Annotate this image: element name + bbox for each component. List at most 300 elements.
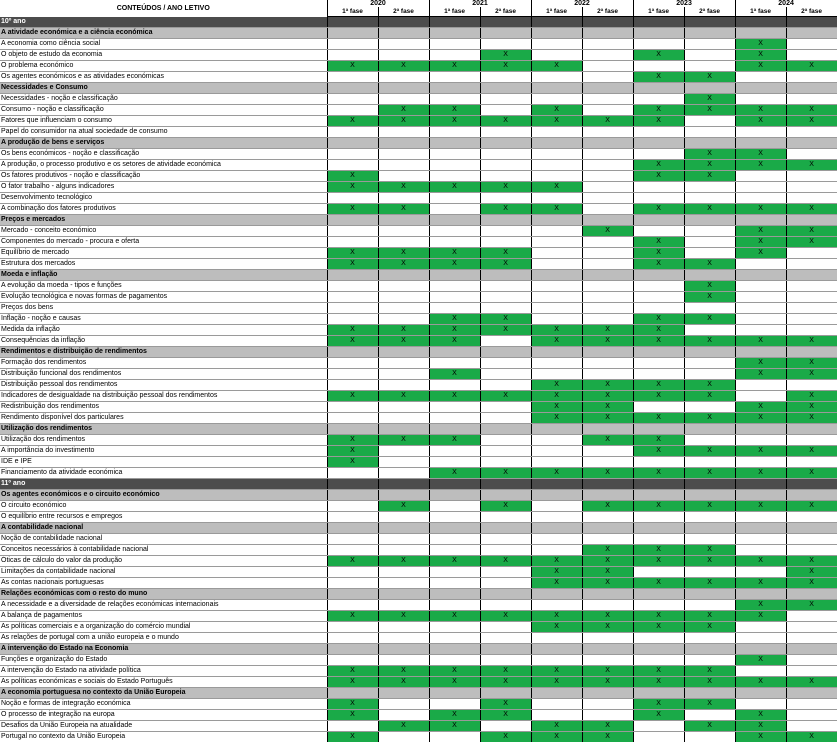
empty-cell — [429, 94, 480, 105]
empty-cell — [429, 292, 480, 303]
content-label: Mercado - conceito económico — [0, 226, 327, 237]
empty-cell — [378, 600, 429, 611]
year-header-row — [0, 0, 837, 7]
table-cell — [786, 347, 837, 358]
empty-cell — [633, 600, 684, 611]
table-cell — [327, 270, 378, 281]
empty-cell — [735, 127, 786, 138]
empty-cell — [531, 435, 582, 446]
empty-cell — [684, 248, 735, 259]
empty-cell — [327, 39, 378, 50]
mark-cell: X — [378, 248, 429, 259]
table-cell — [480, 270, 531, 281]
empty-cell — [429, 204, 480, 215]
section-label: A produção de bens e serviços — [0, 138, 327, 149]
table-row — [0, 171, 837, 182]
mark-cell: X — [582, 567, 633, 578]
table-cell — [735, 644, 786, 655]
table-cell — [378, 138, 429, 149]
table-cell — [429, 17, 480, 28]
mark-cell: X — [684, 545, 735, 556]
mark-cell: X — [786, 204, 837, 215]
table-cell — [735, 138, 786, 149]
mark-cell: X — [735, 39, 786, 50]
table-cell — [429, 688, 480, 699]
mark-cell: X — [684, 314, 735, 325]
section-row — [0, 688, 837, 699]
table-cell — [531, 424, 582, 435]
mark-cell: X — [582, 611, 633, 622]
empty-cell — [378, 633, 429, 644]
empty-cell — [429, 160, 480, 171]
empty-cell — [378, 534, 429, 545]
content-label: Utilização dos rendimentos — [0, 435, 327, 446]
table-cell — [378, 479, 429, 490]
mark-cell: X — [684, 160, 735, 171]
empty-cell — [786, 94, 837, 105]
table-cell — [480, 138, 531, 149]
empty-cell — [786, 534, 837, 545]
mark-cell: X — [786, 160, 837, 171]
section-label: A intervenção do Estado na Economia — [0, 644, 327, 655]
table-row — [0, 94, 837, 105]
empty-cell — [786, 721, 837, 732]
empty-cell — [327, 281, 378, 292]
content-label: Os bens económicos - noção e classificação — [0, 149, 327, 160]
table-cell — [327, 490, 378, 501]
table-cell — [582, 523, 633, 534]
empty-cell — [327, 622, 378, 633]
mark-cell: X — [786, 237, 837, 248]
empty-cell — [480, 193, 531, 204]
mark-cell: X — [378, 435, 429, 446]
mark-cell: X — [531, 468, 582, 479]
table-row — [0, 534, 837, 545]
section-label: Necessidades e Consumo — [0, 83, 327, 94]
mark-cell: X — [429, 468, 480, 479]
mark-cell: X — [429, 336, 480, 347]
mark-cell: X — [735, 402, 786, 413]
table-cell — [633, 347, 684, 358]
mark-cell: X — [786, 446, 837, 457]
empty-cell — [378, 732, 429, 742]
table-row — [0, 325, 837, 336]
empty-cell — [786, 611, 837, 622]
empty-cell — [735, 435, 786, 446]
content-label: O problema económico — [0, 61, 327, 72]
mark-cell: X — [531, 578, 582, 589]
mark-cell: X — [378, 259, 429, 270]
empty-cell — [378, 578, 429, 589]
content-label: Preços dos bens — [0, 303, 327, 314]
table-cell — [327, 479, 378, 490]
empty-cell — [735, 512, 786, 523]
table-cell — [378, 270, 429, 281]
table-cell — [480, 28, 531, 39]
mark-cell: X — [735, 611, 786, 622]
table-row — [0, 127, 837, 138]
mark-cell: X — [429, 314, 480, 325]
table-cell — [429, 589, 480, 600]
table-cell — [735, 347, 786, 358]
table-cell — [480, 490, 531, 501]
grade-label: 10º ano — [0, 17, 327, 28]
phase-header: 1ª fase — [531, 7, 582, 17]
table-cell — [429, 490, 480, 501]
table-cell — [684, 17, 735, 28]
mark-cell: X — [531, 336, 582, 347]
empty-cell — [480, 567, 531, 578]
mark-cell: X — [735, 61, 786, 72]
mark-cell: X — [531, 380, 582, 391]
table-cell — [735, 688, 786, 699]
empty-cell — [378, 303, 429, 314]
section-label: A contabilidade nacional — [0, 523, 327, 534]
empty-cell — [633, 193, 684, 204]
mark-cell: X — [633, 556, 684, 567]
table-row — [0, 72, 837, 83]
table-row — [0, 457, 837, 468]
empty-cell — [582, 50, 633, 61]
mark-cell: X — [684, 699, 735, 710]
empty-cell — [582, 446, 633, 457]
empty-cell — [684, 325, 735, 336]
grade-row — [0, 479, 837, 490]
empty-cell — [429, 303, 480, 314]
empty-cell — [684, 435, 735, 446]
empty-cell — [633, 534, 684, 545]
empty-cell — [582, 303, 633, 314]
mark-cell: X — [582, 622, 633, 633]
mark-cell: X — [429, 556, 480, 567]
table-cell — [735, 28, 786, 39]
empty-cell — [480, 622, 531, 633]
mark-cell: X — [786, 61, 837, 72]
empty-cell — [684, 402, 735, 413]
table-cell — [429, 479, 480, 490]
table-cell — [378, 28, 429, 39]
empty-cell — [684, 39, 735, 50]
empty-cell — [429, 545, 480, 556]
empty-cell — [735, 314, 786, 325]
empty-cell — [378, 149, 429, 160]
table-cell — [582, 644, 633, 655]
table-cell — [786, 215, 837, 226]
empty-cell — [786, 457, 837, 468]
mark-cell: X — [684, 413, 735, 424]
section-row — [0, 215, 837, 226]
empty-cell — [327, 160, 378, 171]
section-label: Moeda e inflação — [0, 270, 327, 281]
table-cell — [633, 83, 684, 94]
mark-cell: X — [327, 391, 378, 402]
table-row — [0, 578, 837, 589]
mark-cell: X — [480, 248, 531, 259]
table-cell — [582, 347, 633, 358]
mark-cell: X — [786, 578, 837, 589]
empty-cell — [531, 160, 582, 171]
table-row — [0, 182, 837, 193]
empty-cell — [429, 127, 480, 138]
empty-cell — [684, 600, 735, 611]
mark-cell: X — [633, 435, 684, 446]
empty-cell — [531, 633, 582, 644]
table-cell — [684, 270, 735, 281]
table-cell — [684, 644, 735, 655]
table-row — [0, 501, 837, 512]
empty-cell — [327, 149, 378, 160]
mark-cell: X — [633, 50, 684, 61]
empty-cell — [684, 655, 735, 666]
empty-cell — [735, 193, 786, 204]
mark-cell: X — [735, 677, 786, 688]
year-header: 2023 — [633, 0, 735, 7]
empty-cell — [735, 699, 786, 710]
section-label: Os agentes económicos e o circuito económico — [0, 490, 327, 501]
table-row — [0, 336, 837, 347]
mark-cell: X — [684, 259, 735, 270]
table-cell — [378, 490, 429, 501]
table-cell — [531, 644, 582, 655]
table-cell — [429, 215, 480, 226]
mark-cell: X — [684, 611, 735, 622]
empty-cell — [582, 600, 633, 611]
empty-cell — [327, 193, 378, 204]
empty-cell — [531, 39, 582, 50]
empty-cell — [429, 39, 480, 50]
empty-cell — [327, 72, 378, 83]
empty-cell — [582, 314, 633, 325]
empty-cell — [735, 303, 786, 314]
table-cell — [327, 424, 378, 435]
empty-cell — [582, 72, 633, 83]
mark-cell: X — [327, 677, 378, 688]
table-cell — [582, 17, 633, 28]
empty-cell — [327, 380, 378, 391]
mark-cell: X — [735, 721, 786, 732]
table-row — [0, 160, 837, 171]
empty-cell — [582, 512, 633, 523]
empty-cell — [786, 512, 837, 523]
mark-cell: X — [735, 116, 786, 127]
empty-cell — [786, 171, 837, 182]
table-cell — [531, 688, 582, 699]
table-cell — [378, 17, 429, 28]
mark-cell: X — [531, 666, 582, 677]
empty-cell — [684, 116, 735, 127]
table-row — [0, 358, 837, 369]
mark-cell: X — [429, 710, 480, 721]
content-label: As políticas comerciais e a organização do comércio mundial — [0, 622, 327, 633]
mark-cell: X — [429, 61, 480, 72]
mark-cell: X — [378, 391, 429, 402]
mark-cell: X — [786, 413, 837, 424]
table-cell — [378, 83, 429, 94]
empty-cell — [786, 259, 837, 270]
mark-cell: X — [684, 578, 735, 589]
mark-cell: X — [480, 710, 531, 721]
mark-cell: X — [327, 116, 378, 127]
table-cell — [633, 688, 684, 699]
table-cell — [582, 490, 633, 501]
mark-cell: X — [582, 732, 633, 742]
empty-cell — [582, 193, 633, 204]
empty-cell — [633, 281, 684, 292]
content-label: Desafios da União Europeia na atualidade — [0, 721, 327, 732]
mark-cell: X — [582, 721, 633, 732]
empty-cell — [480, 435, 531, 446]
empty-cell — [378, 512, 429, 523]
empty-cell — [531, 545, 582, 556]
empty-cell — [429, 732, 480, 742]
content-label: Indicadores de desigualdade na distribuição pessoal dos rendimentos — [0, 391, 327, 402]
mark-cell: X — [735, 732, 786, 742]
mark-cell: X — [633, 699, 684, 710]
table-cell — [684, 688, 735, 699]
mark-cell: X — [582, 666, 633, 677]
mark-cell: X — [429, 391, 480, 402]
mark-cell: X — [684, 281, 735, 292]
table-cell — [582, 424, 633, 435]
mark-cell: X — [327, 248, 378, 259]
mark-cell: X — [786, 369, 837, 380]
empty-cell — [531, 314, 582, 325]
mark-cell: X — [480, 325, 531, 336]
empty-cell — [582, 149, 633, 160]
mark-cell: X — [786, 600, 837, 611]
content-label: A importância do investimento — [0, 446, 327, 457]
empty-cell — [429, 380, 480, 391]
table-cell — [378, 215, 429, 226]
empty-cell — [786, 666, 837, 677]
mark-cell: X — [633, 237, 684, 248]
mark-cell: X — [429, 677, 480, 688]
table-row — [0, 402, 837, 413]
table-row — [0, 666, 837, 677]
mark-cell: X — [735, 149, 786, 160]
table-cell — [327, 138, 378, 149]
mark-cell: X — [684, 666, 735, 677]
empty-cell — [480, 39, 531, 50]
empty-cell — [582, 281, 633, 292]
empty-cell — [378, 622, 429, 633]
content-label: O circuito económico — [0, 501, 327, 512]
empty-cell — [735, 171, 786, 182]
empty-cell — [429, 699, 480, 710]
table-cell — [633, 424, 684, 435]
table-cell — [531, 215, 582, 226]
mark-cell: X — [633, 611, 684, 622]
table-cell — [684, 347, 735, 358]
mark-cell: X — [378, 556, 429, 567]
table-cell — [327, 347, 378, 358]
content-label: Estrutura dos mercados — [0, 259, 327, 270]
empty-cell — [327, 105, 378, 116]
mark-cell: X — [786, 116, 837, 127]
empty-cell — [531, 457, 582, 468]
empty-cell — [480, 512, 531, 523]
empty-cell — [480, 160, 531, 171]
mark-cell: X — [633, 391, 684, 402]
mark-cell: X — [378, 61, 429, 72]
table-row — [0, 314, 837, 325]
empty-cell — [327, 413, 378, 424]
table-cell — [633, 490, 684, 501]
empty-cell — [531, 149, 582, 160]
mark-cell: X — [531, 622, 582, 633]
table-row — [0, 193, 837, 204]
table-cell — [633, 138, 684, 149]
empty-cell — [735, 567, 786, 578]
table-row — [0, 303, 837, 314]
mark-cell: X — [531, 611, 582, 622]
mark-cell: X — [531, 204, 582, 215]
mark-cell: X — [531, 567, 582, 578]
mark-cell: X — [480, 666, 531, 677]
mark-cell: X — [684, 556, 735, 567]
mark-cell: X — [327, 435, 378, 446]
empty-cell — [378, 94, 429, 105]
empty-cell — [786, 248, 837, 259]
content-label: As relações de portugal com a união europeia e o mundo — [0, 633, 327, 644]
table-cell — [735, 490, 786, 501]
mark-cell: X — [531, 413, 582, 424]
content-label: Rendimento disponível dos particulares — [0, 413, 327, 424]
phase-header: 2ª fase — [480, 7, 531, 17]
table-row — [0, 259, 837, 270]
mark-cell: X — [531, 721, 582, 732]
table-row — [0, 226, 837, 237]
empty-cell — [480, 292, 531, 303]
table-cell — [684, 28, 735, 39]
table-row — [0, 413, 837, 424]
table-cell — [735, 215, 786, 226]
table-cell — [786, 644, 837, 655]
empty-cell — [582, 633, 633, 644]
table-cell — [633, 479, 684, 490]
table-cell — [480, 17, 531, 28]
content-label: Distribuição pessoal dos rendimentos — [0, 380, 327, 391]
table-cell — [531, 479, 582, 490]
table-row — [0, 380, 837, 391]
empty-cell — [429, 193, 480, 204]
mark-cell: X — [480, 50, 531, 61]
table-cell — [327, 28, 378, 39]
content-label: Os fatores produtivos - noção e classificação — [0, 171, 327, 182]
empty-cell — [327, 545, 378, 556]
table-cell — [480, 215, 531, 226]
table-cell — [429, 424, 480, 435]
empty-cell — [786, 633, 837, 644]
mark-cell: X — [786, 501, 837, 512]
empty-cell — [786, 127, 837, 138]
table-row — [0, 545, 837, 556]
empty-cell — [429, 226, 480, 237]
content-label: O processo de integração na europa — [0, 710, 327, 721]
table-cell — [735, 479, 786, 490]
mark-cell: X — [735, 160, 786, 171]
section-row — [0, 347, 837, 358]
section-row — [0, 589, 837, 600]
empty-cell — [684, 193, 735, 204]
content-label: Funções e organização do Estado — [0, 655, 327, 666]
empty-cell — [480, 413, 531, 424]
content-label: A economia como ciência social — [0, 39, 327, 50]
table-cell — [582, 215, 633, 226]
mark-cell: X — [735, 358, 786, 369]
empty-cell — [480, 127, 531, 138]
mark-cell: X — [378, 501, 429, 512]
